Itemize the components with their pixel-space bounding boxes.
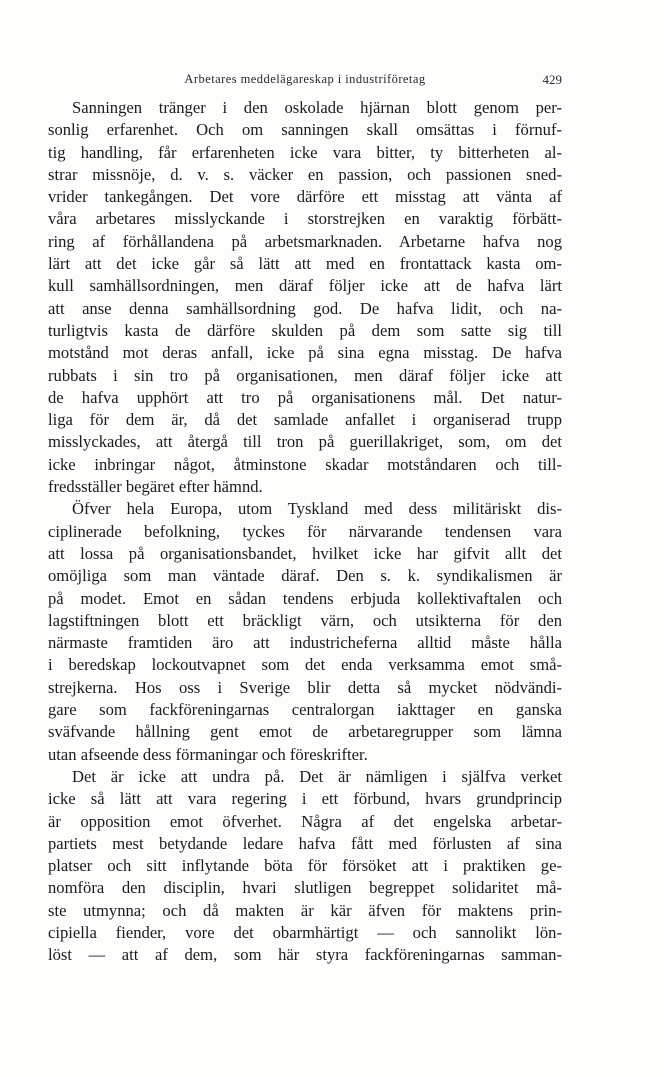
page-number: 429 (542, 72, 562, 87)
text-line: Öfver hela Europa, utom Tyskland med dess militäriskt dis- (72, 499, 562, 519)
text-line: utan afseende dess förmaningar och föreskrifter. (48, 744, 368, 764)
text-line: motstånd mot deras anfall, icke på sina egna misstag. De hafva (48, 343, 562, 363)
text-line: att lossa på organisationsbandet, hvilket icke har gifvit allt det (48, 543, 562, 563)
text-line: tig handling, får erfarenheten icke vara bitter, ty bitterheten al- (48, 142, 562, 162)
text-line: liga för dem är, då det samlade anfallet i organiserad trupp (48, 410, 562, 430)
running-head (48, 72, 562, 90)
text-line: de hafva upphört att tro på organisationens mål. Det natur- (48, 387, 562, 407)
text-line: vrider tankegången. Det vore därföre ett misstag att vänta af (48, 187, 562, 207)
text-line: fredsställer begäret efter hämnd. (48, 477, 263, 497)
text-line: i beredskap lockoutvapnet som det enda verksamma emot små- (48, 655, 562, 675)
text-line: lärt att det icke går så lätt att med en frontattack kasta om- (48, 254, 562, 274)
text-line: misslyckades, att återgå till tron på guerillakriget, som, om det (48, 432, 562, 452)
body-text (48, 97, 562, 967)
running-title: Arbetares meddelägareskap i industriföretag (184, 72, 426, 86)
text-line: ciplinerade befolkning, tyckes för närvarande tendensen vara (48, 521, 562, 541)
text-line: ste utmynna; och då makten är kär äfven för maktens prin- (48, 900, 562, 920)
text-line: sväfvande hållning gent emot de arbetaregrupper som lämna (48, 722, 562, 742)
text-line: cipiella fiender, vore det obarmhärtigt — och sannolikt lön- (48, 922, 562, 942)
text-line: att anse denna samhällsordning god. De hafva lidit, och na- (48, 298, 562, 318)
text-line: lagstiftningen blott ett bräckligt värn, och utsikterna för den (48, 610, 562, 630)
text-line: rubbats i sin tro på organisationen, men däraf följer icke att (48, 365, 562, 385)
text-line: platser och sitt inflytande böta för försöket att i praktiken ge- (48, 856, 562, 876)
text-line: icke så lätt att vara regering i ett förbund, hvars grundprincip (48, 789, 562, 809)
text-line: våra arbetares misslyckande i storstrejken en varaktig förbätt- (48, 209, 562, 229)
text-line: Sanningen tränger i den oskolade hjärnan blott genom per- (72, 98, 562, 117)
text-line: löst — att af dem, som här styra fackföreningarnas samman- (48, 945, 562, 965)
text-line: icke inbringar något, åtminstone skadar motståndaren och till- (48, 454, 562, 474)
text-line: ring af förhållandena på arbetsmarknaden. Arbetarne hafva nog (48, 231, 562, 251)
text-line: omöjliga som man väntade däraf. Den s. k. syndikalismen är (48, 566, 562, 586)
text-line: sonlig erfarenhet. Och om sanningen skall omsättas i förnuf- (48, 120, 562, 140)
text-line: strar missnöje, d. v. s. väcker en passion, och passionen sned- (48, 164, 562, 184)
text-line: gare som fackföreningarnas centralorgan iakttager en ganska (48, 700, 562, 720)
text-line: turligtvis kasta de därföre skulden på dem som satte sig till (48, 320, 562, 340)
text-line: strejkerna. Hos oss i Sverige blir detta så mycket nödvändi- (48, 677, 562, 697)
text-line: partiets mest betydande ledare hafva fått med förlusten af sina (48, 833, 562, 853)
text-line: på modet. Emot en sådan tendens erbjuda kollektivaftalen och (48, 588, 562, 608)
text-line: Det är icke att undra på. Det är nämligen i själfva verket (72, 766, 562, 786)
text-line: nomföra den disciplin, hvari slutligen begreppet solidaritet må- (48, 878, 562, 898)
text-line: är opposition emot öfverhet. Några af det engelska arbetar- (48, 811, 562, 831)
text-line: kull samhällsordningen, men däraf följer icke att de hafva lärt (48, 276, 562, 296)
text-line: närmaste framtiden äro att industricheferna alltid måste hålla (48, 633, 562, 653)
